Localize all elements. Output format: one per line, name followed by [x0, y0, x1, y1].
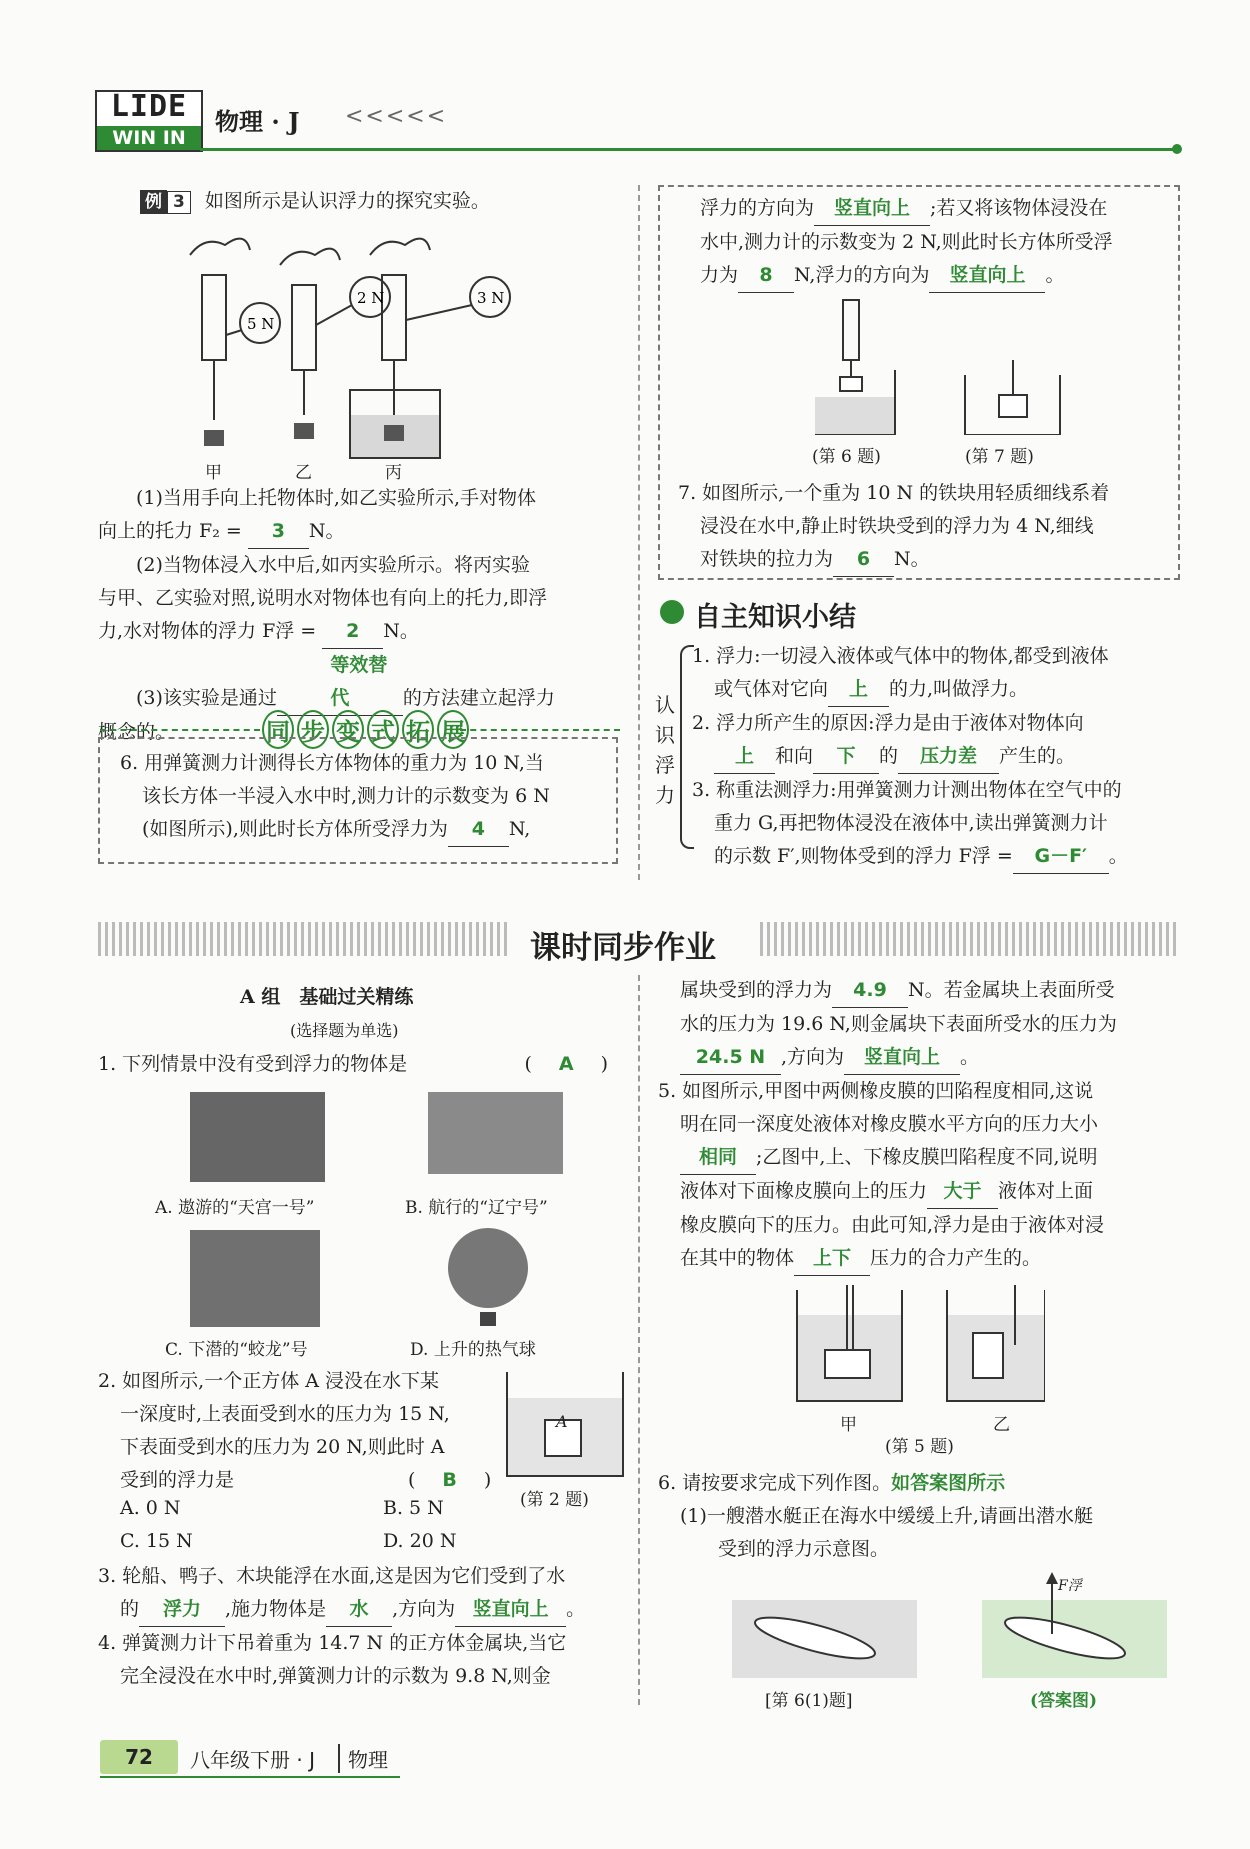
hw-q3-answer3: 竖直向上 — [455, 1593, 566, 1627]
example-number: 3 — [167, 191, 191, 214]
hw-q5-line3: 相同 ;乙图中,上、下橡皮膜凹陷程度不同,说明 — [658, 1141, 1180, 1175]
hw-q3-line2: 的 浮力 ,施力物体是 水 ,方向为 竖直向上 。 — [98, 1593, 628, 1627]
hw-q6-line2: (1)一艘潜水艇正在海水中缓缓上升,请画出潜水艇 — [680, 1505, 1093, 1527]
q5-label-jia: 甲 — [840, 1415, 857, 1435]
example3-heading — [140, 185, 490, 218]
column-divider-top — [638, 185, 640, 880]
summary-title: 自主知识小结 — [694, 602, 856, 633]
brand-logo — [95, 90, 203, 152]
q6-box — [98, 737, 618, 864]
q1-line2: 向上的托力 F₂ = 3 N。 — [98, 515, 628, 549]
hw-q4-answer3: 竖直向上 — [844, 1041, 960, 1075]
fig-label-bing: 丙 — [385, 463, 402, 483]
hw-q6-line3: 受到的浮力示意图。 — [718, 1538, 890, 1560]
hw-q4-r1: 属块受到的浮力为 4.9 N。若金属块上表面所受 — [680, 974, 1180, 1008]
q3-line1: (3)该实验是通过等效替代 的方法建立起浮力 — [98, 649, 628, 716]
hw-q3-answer1: 浮力 — [139, 1593, 225, 1627]
hw-q5 — [658, 1075, 1180, 1276]
summary-body — [692, 640, 1182, 874]
hw-q1-answer: A — [558, 1053, 574, 1075]
caption-q6-1: [第 6(1)题] — [765, 1691, 853, 1711]
q2-line2: 与甲、乙实验对照,说明水对物体也有向上的托力,即浮 — [98, 587, 548, 609]
summary-side-label: 认 识 浮 力 — [655, 693, 675, 807]
hw-q2-line4: 受到的浮力是 ( B ) — [98, 1464, 518, 1497]
example-tag: 例 — [140, 190, 167, 214]
homework-title: 课时同步作业 — [530, 930, 716, 966]
summary-2-answer1: 上 — [714, 740, 775, 774]
rb-answer-force: 8 — [738, 259, 794, 293]
header-rule-dot — [1172, 144, 1182, 154]
q5-figure — [795, 1285, 1045, 1415]
column-divider-bottom — [638, 975, 640, 1705]
summary-icon — [660, 600, 684, 624]
banner-stripe-left — [98, 922, 508, 956]
caption-answer-figure: (答案图) — [1030, 1691, 1098, 1711]
q6-line3: (如图所示),则此时长方体所受浮力为 4 N, — [120, 813, 616, 847]
block-yi — [294, 423, 314, 439]
q2-line3: 力,水对物体的浮力 F浮 = 2 N。 — [98, 615, 628, 649]
header-chevrons: <<<<< — [345, 104, 448, 129]
q1-line1: (1)当用手向上托物体时,如乙实验所示,手对物体 — [136, 487, 536, 509]
hw-q4-r3: 24.5 N ,方向为 竖直向上 。 — [680, 1041, 1180, 1075]
q7-text — [678, 477, 1178, 577]
spring-label-yi: 2 N — [357, 289, 385, 307]
hw-q2-answer: B — [442, 1469, 457, 1491]
hw-q1: 1. 下列情景中没有受到浮力的物体是 ( A ) — [98, 1048, 618, 1081]
q7-line3: 对铁块的拉力为 6 N。 — [678, 543, 1178, 577]
summary-1b: 或气体对它向 上 的力,叫做浮力。 — [692, 673, 1182, 707]
hw-q3-answer2: 水 — [326, 1593, 392, 1627]
photo-liaoning — [428, 1092, 563, 1174]
hw-q2-opt-c: C. 15 N — [120, 1530, 193, 1552]
q3-line2: 概念的。 — [98, 721, 175, 743]
summary-2a: 2. 浮力所产生的原因:浮力是由于液体对物体向 — [692, 712, 1084, 734]
hw-q5-line1: 5. 如图所示,甲图中两侧橡皮膜的凹陷程度相同,这说 — [658, 1080, 1094, 1102]
hw-q4-r2: 水的压力为 19.6 N,则金属块下表面所受水的压力为 — [680, 1013, 1117, 1035]
q2-line1: (2)当物体浸入水中后,如丙实验所示。将丙实验 — [136, 554, 530, 576]
hw-q4-cont — [680, 974, 1180, 1075]
rb-answer-dir2: 竖直向上 — [929, 259, 1045, 293]
spring-label-bing: 3 N — [477, 289, 505, 307]
logo-top-text: LIDE — [110, 89, 188, 124]
photo-tiangong — [190, 1092, 325, 1182]
q2-answer: 2 — [322, 615, 383, 649]
hw-q6-note: 如答案图所示 — [891, 1472, 1006, 1494]
hw-q5-line6: 在其中的物体 上下 压力的合力产生的。 — [658, 1242, 1180, 1276]
hw-q5-line2: 明在同一深度处液体对橡皮膜水平方向的压力大小 — [680, 1113, 1099, 1135]
q6-submarine-figures — [730, 1570, 1170, 1680]
option-a: A. 遨游的“天宫一号” — [155, 1198, 315, 1218]
hw-q6-line1: 6. 请按要求完成下列作图。如答案图所示 — [658, 1472, 1006, 1494]
hw-q2-line2: 一深度时,上表面受到水的压力为 15 N, — [120, 1403, 450, 1425]
q5-label-yi: 乙 — [993, 1415, 1010, 1435]
q2-cube-label: A — [556, 1412, 568, 1431]
footer-book: 八年级下册 · J — [190, 1748, 315, 1772]
rb-answer-dir1: 竖直向上 — [814, 192, 930, 226]
q1-answer: 3 — [248, 515, 309, 549]
fig-label-jia: 甲 — [205, 463, 222, 483]
spring-scale-figure — [180, 225, 520, 480]
block-bing — [384, 425, 404, 441]
hw-q5-answer3: 上下 — [794, 1242, 870, 1276]
hw-q3-line1: 3. 轮船、鸭子、木块能浮在水面,这是因为它们受到了水 — [98, 1565, 566, 1587]
q6-water — [815, 397, 894, 434]
hw-q2-opt-b: B. 5 N — [383, 1497, 444, 1519]
q6-q7-figures — [815, 295, 1105, 435]
summary-1-answer: 上 — [828, 673, 889, 707]
hw-q5-line4: 液体对下面橡皮膜向上的压力 大于 液体对上面 — [658, 1175, 1180, 1209]
logo-bottom-text: WIN IN — [97, 126, 201, 150]
hw-q2-line3: 下表面受到水的压力为 20 N,则此时 A — [120, 1436, 445, 1458]
footer-rule — [100, 1776, 400, 1778]
q3-answer: 等效替代 — [277, 649, 403, 716]
option-c: C. 下潜的“蛟龙”号 — [165, 1340, 308, 1360]
q6-line2: 该长方体一半浸入水中时,测力计的示数变为 6 N — [142, 785, 550, 807]
caption-q5: (第 5 题) — [885, 1437, 954, 1457]
hw-q2-line1: 2. 如图所示,一个正方体 A 浸没在水下某 — [98, 1370, 440, 1392]
hw-q2-opt-d: D. 20 N — [383, 1530, 457, 1552]
header-subject: 物理 · J — [215, 107, 300, 136]
summary-3b: 重力 G,再把物体浸没在液体中,读出弹簧测力计 — [714, 812, 1108, 834]
caption-q2: (第 2 题) — [520, 1490, 589, 1510]
fig-label-yi: 乙 — [295, 463, 312, 483]
caption-q6: (第 6 题) — [812, 447, 881, 467]
hw-q4-line1: 4. 弹簧测力计下吊着重为 14.7 N 的正方体金属块,当它 — [98, 1632, 567, 1654]
q6-answer: 4 — [448, 813, 509, 847]
hw-q6 — [658, 1467, 1180, 1566]
photo-jiaolong — [190, 1230, 320, 1327]
hw-q5-answer2: 大于 — [927, 1175, 998, 1209]
hw-q5-line5: 橡皮膜向下的压力。由此可知,浮力是由于液体对浸 — [680, 1214, 1105, 1236]
option-b: B. 航行的“辽宁号” — [405, 1198, 548, 1218]
hw-q4-answer1: 4.9 — [832, 974, 908, 1008]
header-rule — [200, 148, 1175, 151]
hw-q5-answer1: 相同 — [680, 1141, 756, 1175]
summary-2-answer3: 压力差 — [898, 740, 999, 774]
hw-q2-opt-a: A. 0 N — [120, 1497, 181, 1519]
hw-q3 — [98, 1560, 628, 1693]
rb-line3: 力为 8 N,浮力的方向为 竖直向上 。 — [700, 259, 1178, 293]
force-label: F浮 — [1058, 1578, 1082, 1594]
rb-line1: 浮力的方向为 竖直向上 ;若又将该物体浸没在 — [700, 192, 1178, 226]
hw-q4-line2: 完全浸没在水中时,弹簧测力计的示数为 9.8 N,则金 — [120, 1665, 551, 1687]
group-title: A 组 基础过关精练 — [240, 986, 414, 1008]
example3-intro: 如图所示是认识浮力的探究实验。 — [204, 190, 490, 212]
hw-q1-answer-bracket: ( A ) — [524, 1048, 608, 1081]
option-d: D. 上升的热气球 — [410, 1340, 536, 1360]
hw-q2 — [98, 1365, 518, 1497]
footer-subject: 物理 — [338, 1744, 388, 1773]
q7-line2: 浸没在水中,静止时铁块受到的浮力为 4 N,细线 — [700, 515, 1094, 537]
rb-line2: 水中,测力计的示数变为 2 N,则此时长方体所受浮 — [700, 231, 1113, 253]
block-jia — [204, 430, 224, 446]
summary-2-answer2: 下 — [813, 740, 879, 774]
group-note: (选择题为单选) — [290, 1021, 399, 1040]
example3-body — [98, 482, 628, 749]
spring-label-jia: 5 N — [247, 315, 275, 333]
q7-line1: 7. 如图所示,一个重为 10 N 的铁块用轻质细线系着 — [678, 482, 1110, 504]
hw-q4-answer2: 24.5 N — [680, 1041, 781, 1075]
sync-banner-title: 同 步 变 式 拓 展 — [262, 710, 469, 749]
summary-2b: 上 和向 下 的 压力差 产生的。 — [692, 740, 1182, 774]
q6-line1: 6. 用弹簧测力计测得长方体物体的重力为 10 N,当 — [120, 752, 544, 774]
q7-answer: 6 — [833, 543, 894, 577]
summary-3a: 3. 称重法测浮力:用弹簧测力计测出物体在空气中的 — [692, 779, 1122, 801]
hw-q2-answer-bracket: ( B ) — [408, 1464, 491, 1497]
summary-3c: 的示数 F′,则物体受到的浮力 F浮 = G－F′ 。 — [692, 840, 1182, 874]
page-number: 72 — [100, 1740, 178, 1774]
photo-balloon — [448, 1228, 528, 1328]
caption-q7: (第 7 题) — [965, 447, 1034, 467]
summary-3-answer: G－F′ — [1013, 840, 1109, 874]
summary-1a: 1. 浮力:一切浸入液体或气体中的物体,都受到液体 — [692, 645, 1109, 667]
banner-stripe-right — [760, 922, 1180, 956]
